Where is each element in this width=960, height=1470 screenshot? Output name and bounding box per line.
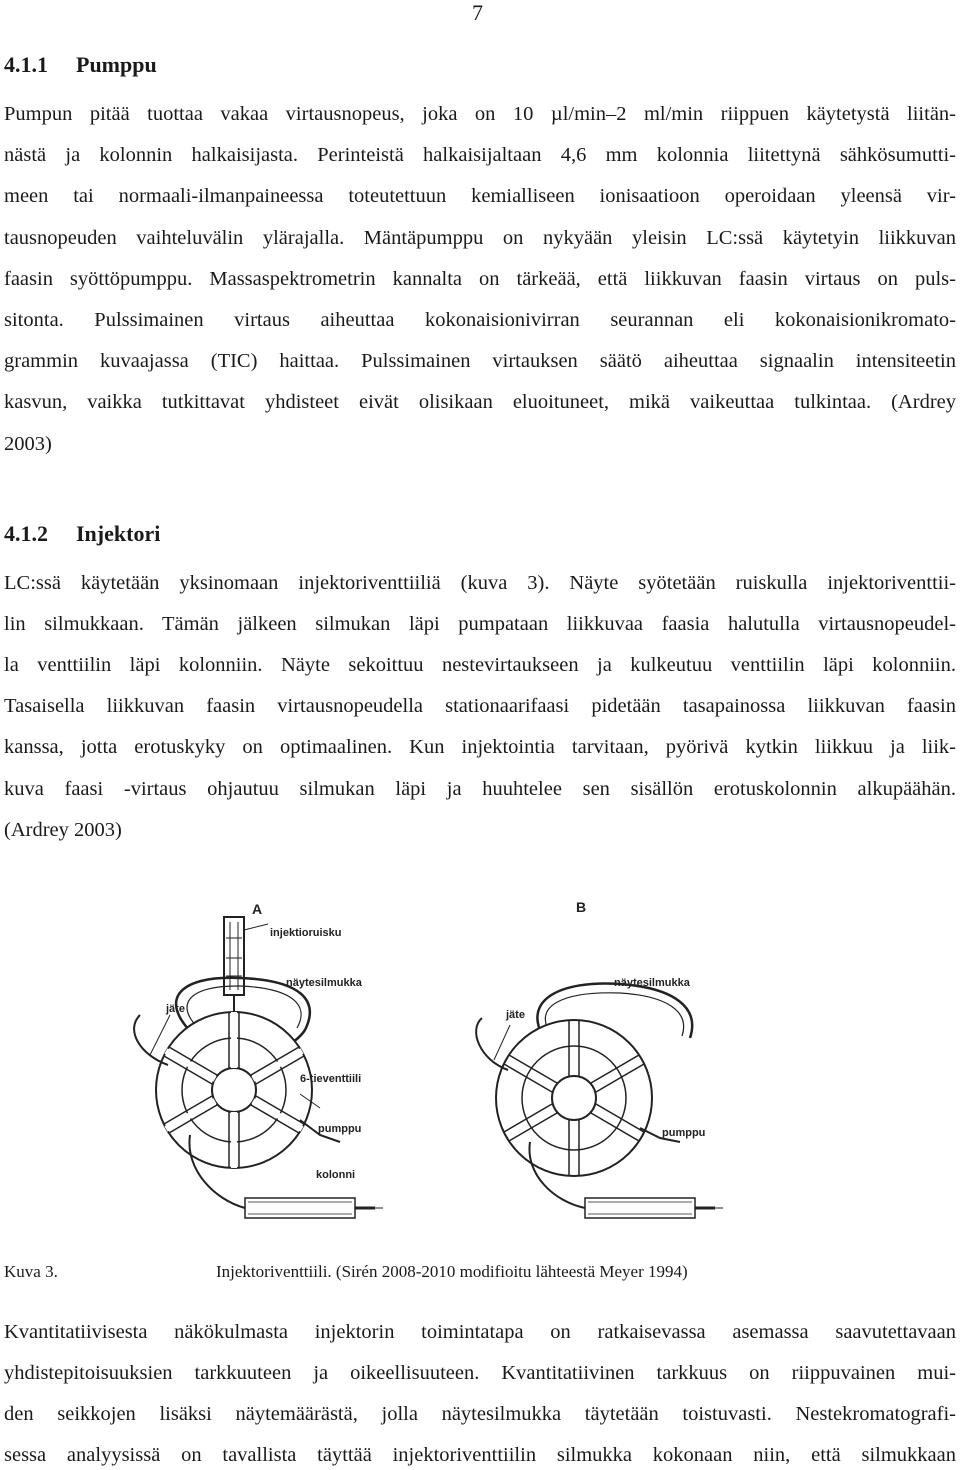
figure-caption-label: Kuva 3. — [4, 1262, 58, 1281]
label-pumppu: pumppu — [662, 1127, 706, 1139]
section-number: 4.1.2 — [4, 521, 48, 546]
label-naytesilmukka: näytesilmukka — [286, 977, 362, 989]
section-heading-pumppu — [4, 52, 157, 78]
label-jate: jäte — [506, 1009, 525, 1021]
paragraph-line: Tasaisella liikkuvan faasin virtausnopeudella stationaarifaasi pidetään tasapainossa liikkuvan faasin — [4, 695, 956, 717]
label-venttiili: 6-tieventtiili — [300, 1073, 362, 1085]
injector-valve-figure — [0, 880, 960, 1250]
paragraph-line: yhdistepitoisuuksien tarkkuuteen ja oikeellisuuteen. Kvantitatiivinen tarkkuus on riippuvainen mui- — [4, 1362, 956, 1384]
paragraph-line: nästä ja kolonnin halkaisijasta. Perinteistä halkaisijaltaan 4,6 mm kolonnia liitettynä sähkösumutti- — [4, 144, 956, 166]
label-kolonni: kolonni — [316, 1169, 356, 1181]
paragraph-line: meen tai normaali-ilmanpaineessa toteutettuun kemialliseen ionisaatioon operoidaan yleensä vir- — [4, 185, 956, 207]
paragraph-line: 2003) — [4, 433, 52, 455]
section-title: Pumppu — [76, 52, 157, 77]
section-number: 4.1.1 — [4, 52, 48, 77]
paragraph-line: sessa analyysissä on tavallista täyttää injektoriventtiilin silmukka kokonaan niin, että silmukkaan — [4, 1444, 956, 1466]
panel-a-letter: A — [252, 901, 263, 917]
paragraph-line: LC:ssä käytetään yksinomaan injektoriventtiiliä (kuva 3). Näyte syötetään ruiskulla injektoriventtii- — [4, 572, 956, 594]
section-title: Injektori — [76, 521, 161, 546]
paragraph-line: lin silmukkaan. Tämän jälkeen silmukan läpi pumpataan liikkuvaa faasia halutulla virtausnopeudel- — [4, 613, 956, 635]
paragraph-line: kanssa, jotta erotuskyky on optimaalinen. Kun injektointia tarvitaan, pyörivä kytkin liikkuu ja liik- — [4, 736, 956, 758]
paragraph-line: kuva faasi -virtaus ohjautuu silmukan läpi ja huuhtelee sen sisällön erotuskolonnin alkupäähän. — [4, 778, 956, 800]
section-heading-injektori — [4, 521, 160, 547]
paragraph-line: la venttiilin läpi kolonniin. Näyte sekoittuu nestevirtaukseen ja kulkeutuu venttiilin läpi kolonniin. — [4, 654, 956, 676]
panel-b-letter: B — [576, 899, 587, 915]
label-injektioruisku: injektioruisku — [270, 927, 342, 939]
label-naytesilmukka: näytesilmukka — [614, 977, 690, 989]
paragraph-line: kasvun, vaikka tutkittavat yhdisteet eivät olisikaan eluoituneet, mikä vaikeuttaa tulkintaa. (Ardrey — [4, 391, 956, 413]
paragraph-line: grammin kuvaajassa (TIC) haittaa. Pulssimainen virtauksen säätö aiheuttaa signaalin intensiteetin — [4, 350, 956, 372]
figure-caption-text: Injektoriventtiili. (Sirén 2008-2010 modifioitu lähteestä Meyer 1994) — [216, 1262, 688, 1281]
paragraph-line: (Ardrey 2003) — [4, 819, 122, 841]
paragraph-line: den seikkojen lisäksi näytemäärästä, jolla näytesilmukka täytetään toistuvasti. Nestekromatografi- — [4, 1403, 956, 1425]
page-number: 7 — [472, 0, 483, 25]
label-jate: jäte — [166, 1003, 185, 1015]
paragraph-line: sitonta. Pulssimainen virtaus aiheuttaa kokonaisionivirran seurannan eli kokonaisionikromato- — [4, 309, 956, 331]
label-pumppu: pumppu — [318, 1123, 362, 1135]
paragraph-line: tausnopeuden vaihteluvälin ylärajalla. Mäntäpumppu on nykyään yleisin LC:ssä käytetyin liikkuvan — [4, 227, 956, 249]
paragraph-line: faasin syöttöpumppu. Massaspektrometrin kannalta on tärkeää, että liikkuvan faasin virtaus on puls- — [4, 268, 956, 290]
paragraph-line: Pumpun pitää tuottaa vakaa virtausnopeus, joka on 10 µl/min–2 ml/min riippuen käytetystä liitän- — [4, 103, 956, 125]
paragraph-line: Kvantitatiivisesta näkökulmasta injektorin toimintatapa on ratkaisevassa asemassa saavutettavaan — [4, 1321, 956, 1343]
